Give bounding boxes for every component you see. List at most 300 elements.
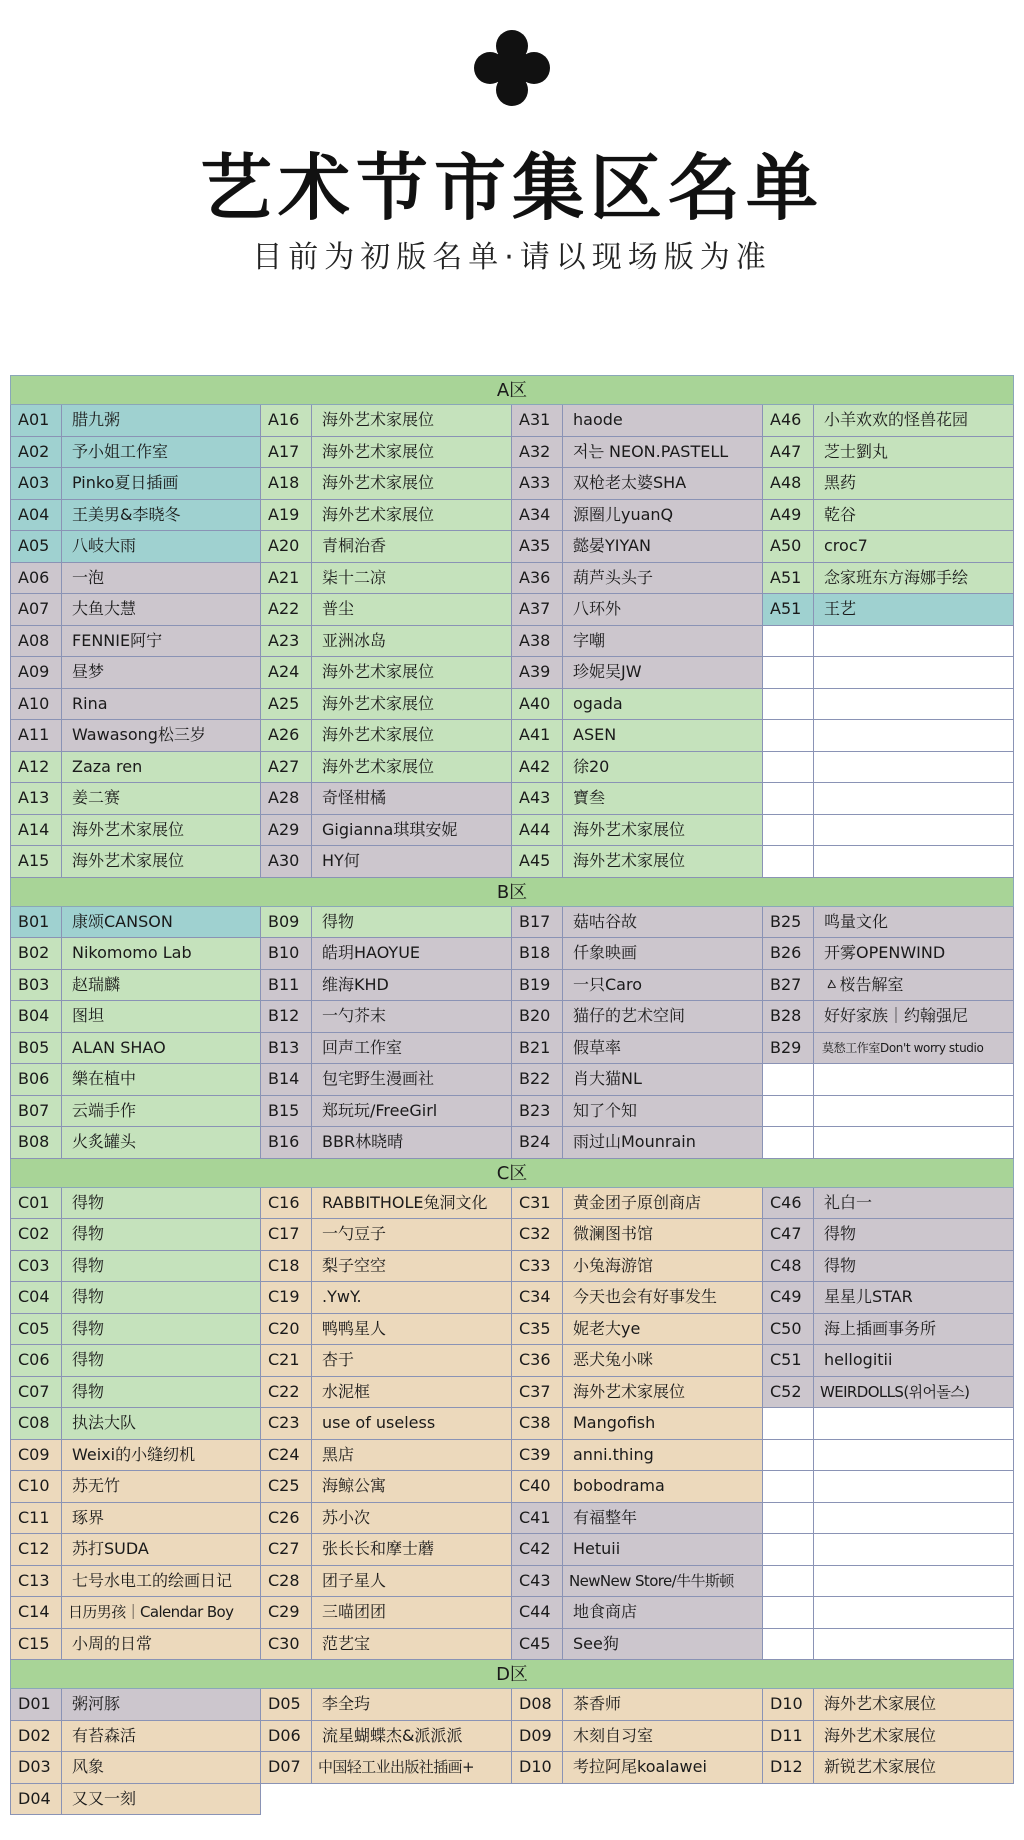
booth-cell bbox=[10, 1721, 261, 1753]
vendor-name: 风象 bbox=[72, 1757, 105, 1776]
booth-cell bbox=[512, 1282, 763, 1314]
booth-code: A34 bbox=[512, 500, 563, 531]
empty-booth-cell bbox=[763, 1503, 1014, 1535]
vendor-name: 海外艺术家展位 bbox=[322, 662, 435, 681]
booth-cell bbox=[512, 1033, 763, 1065]
vendor-name: 黄金团子原创商店 bbox=[573, 1192, 702, 1212]
empty-booth-cell bbox=[763, 626, 1014, 658]
booth-cell bbox=[512, 563, 763, 595]
booth-code: A08 bbox=[11, 626, 62, 657]
vendor-name: 星星儿STAR bbox=[824, 1287, 913, 1306]
booth-cell bbox=[261, 1219, 512, 1251]
booth-code: A20 bbox=[261, 531, 312, 562]
booth-code: C42 bbox=[512, 1534, 563, 1565]
booth-code: D02 bbox=[11, 1721, 62, 1752]
booth-cell bbox=[512, 1689, 763, 1721]
booth-cell bbox=[261, 594, 512, 626]
booth-code: D12 bbox=[763, 1752, 814, 1783]
vendor-name: 一勺芥末 bbox=[322, 1006, 387, 1025]
booth-cell bbox=[261, 405, 512, 437]
booth-code: C35 bbox=[512, 1314, 563, 1345]
vendor-name: 一只Caro bbox=[573, 974, 642, 994]
booth-cell bbox=[512, 531, 763, 563]
booth-code: A31 bbox=[512, 405, 563, 436]
booth-cell bbox=[261, 846, 512, 878]
booth-cell bbox=[261, 531, 512, 563]
vendor-name: 微澜图书馆 bbox=[573, 1224, 654, 1243]
booth-cell bbox=[512, 1629, 763, 1661]
booth-code: C51 bbox=[763, 1345, 814, 1376]
booth-code: C14 bbox=[11, 1597, 62, 1628]
vendor-name: 得物 bbox=[72, 1224, 105, 1243]
booth-code: C30 bbox=[261, 1629, 312, 1660]
vendor-name: 琢界 bbox=[72, 1507, 105, 1527]
booth-code: C09 bbox=[11, 1440, 62, 1471]
vendor-name: anni.thing bbox=[573, 1444, 654, 1464]
vendor-name: 八环外 bbox=[573, 599, 622, 618]
vendor-name bbox=[814, 657, 1013, 688]
booth-cell bbox=[261, 1471, 512, 1503]
booth-code bbox=[763, 1566, 814, 1597]
booth-cell bbox=[512, 689, 763, 721]
empty-booth-cell bbox=[763, 1096, 1014, 1128]
vendor-name: 七号水电工的绘画日记 bbox=[72, 1570, 233, 1590]
booth-code: A28 bbox=[261, 783, 312, 814]
booth-code: C19 bbox=[261, 1282, 312, 1313]
booth-code: B12 bbox=[261, 1001, 312, 1032]
booth-cell bbox=[512, 1471, 763, 1503]
booth-cell bbox=[10, 563, 261, 595]
booth-code: B14 bbox=[261, 1064, 312, 1095]
vendor-name: 乾谷 bbox=[824, 504, 857, 524]
vendor-name: 三喵团团 bbox=[322, 1602, 387, 1621]
vendor-name: 昼梦 bbox=[72, 662, 105, 681]
booth-cell bbox=[763, 1001, 1014, 1033]
vendor-name: 得物 bbox=[824, 1224, 857, 1243]
vendor-name: 予小姐工作室 bbox=[72, 441, 169, 461]
booth-code: C39 bbox=[512, 1440, 563, 1471]
booth-cell bbox=[10, 1345, 261, 1377]
booth-cell bbox=[10, 626, 261, 658]
booth-cell bbox=[261, 1251, 512, 1283]
vendor-name: 黑店 bbox=[322, 1444, 355, 1464]
vendor-name: 包宅野生漫画社 bbox=[322, 1069, 435, 1088]
booth-code: D03 bbox=[11, 1752, 62, 1783]
booth-cell bbox=[10, 1784, 261, 1816]
booth-code: B04 bbox=[11, 1001, 62, 1032]
booth-code: C11 bbox=[11, 1503, 62, 1534]
vendor-name: 海外艺术家展位 bbox=[322, 441, 435, 461]
booth-cell bbox=[261, 1064, 512, 1096]
booth-cell bbox=[10, 657, 261, 689]
booth-code: B28 bbox=[763, 1001, 814, 1032]
vendor-name bbox=[814, 1503, 1013, 1534]
empty-booth-cell bbox=[763, 657, 1014, 689]
booth-cell bbox=[10, 752, 261, 784]
vendor-name: 亚洲冰岛 bbox=[322, 630, 387, 650]
vendor-name bbox=[814, 720, 1013, 751]
booth-cell bbox=[512, 405, 763, 437]
vendor-name: Pinko夏日插画 bbox=[72, 473, 179, 492]
vendor-name: 得物 bbox=[72, 1255, 105, 1275]
zone-header: A区 bbox=[10, 375, 1014, 405]
vendor-name: 海外艺术家展位 bbox=[322, 504, 435, 524]
vendor-name: 礼白一 bbox=[824, 1192, 873, 1212]
vendor-name: 得物 bbox=[72, 1381, 105, 1401]
zone-grid bbox=[10, 1689, 1014, 1815]
booth-code: C20 bbox=[261, 1314, 312, 1345]
booth-cell bbox=[763, 1377, 1014, 1409]
booth-code: A49 bbox=[763, 500, 814, 531]
booth-code: A15 bbox=[11, 846, 62, 877]
vendor-name: 日历男孩｜Calendar Boy bbox=[68, 1603, 234, 1621]
booth-code: A36 bbox=[512, 563, 563, 594]
booth-code: B05 bbox=[11, 1033, 62, 1064]
booth-cell bbox=[261, 563, 512, 595]
vendor-name: 知了个知 bbox=[573, 1100, 638, 1120]
booth-code: B25 bbox=[763, 907, 814, 938]
booth-code: C47 bbox=[763, 1219, 814, 1250]
vendor-name: 赵瑞麟 bbox=[72, 974, 121, 994]
booth-cell bbox=[10, 1503, 261, 1535]
blank-area bbox=[763, 1784, 1014, 1816]
vendor-name: Zaza ren bbox=[72, 756, 143, 776]
booth-code: A51 bbox=[763, 594, 814, 625]
empty-booth-cell bbox=[763, 1064, 1014, 1096]
booth-code: A43 bbox=[512, 783, 563, 814]
vendor-name: ogada bbox=[573, 693, 623, 713]
booth-code bbox=[763, 626, 814, 657]
booth-cell bbox=[512, 594, 763, 626]
booth-code: C36 bbox=[512, 1345, 563, 1376]
booth-cell bbox=[763, 468, 1014, 500]
booth-cell bbox=[512, 907, 763, 939]
booth-cell bbox=[10, 1188, 261, 1220]
vendor-name: 葫芦头头子 bbox=[573, 567, 654, 587]
booth-code: B21 bbox=[512, 1033, 563, 1064]
vendor-name: ㅿ桜告解室 bbox=[824, 974, 904, 994]
booth-cell bbox=[10, 970, 261, 1002]
booth-cell bbox=[763, 1345, 1014, 1377]
booth-code: A30 bbox=[261, 846, 312, 877]
booth-cell bbox=[261, 500, 512, 532]
booth-code: A09 bbox=[11, 657, 62, 688]
booth-code: A13 bbox=[11, 783, 62, 814]
booth-code bbox=[763, 1629, 814, 1660]
booth-code: A50 bbox=[763, 531, 814, 562]
booth-cell bbox=[763, 500, 1014, 532]
booth-cell bbox=[512, 626, 763, 658]
booth-code bbox=[763, 1534, 814, 1565]
vendor-name bbox=[814, 689, 1013, 720]
booth-code: A03 bbox=[11, 468, 62, 499]
booth-cell bbox=[10, 1440, 261, 1472]
booth-cell bbox=[261, 437, 512, 469]
booth-cell bbox=[512, 1001, 763, 1033]
booth-code: B29 bbox=[763, 1033, 814, 1064]
vendor-name: Wawasong松三岁 bbox=[72, 725, 206, 744]
vendor-name: 李全玙 bbox=[322, 1694, 371, 1713]
booth-code: B02 bbox=[11, 938, 62, 969]
booth-cell bbox=[261, 907, 512, 939]
booth-cell bbox=[261, 1188, 512, 1220]
empty-booth-cell bbox=[763, 1471, 1014, 1503]
vendor-name: 火炙罐头 bbox=[72, 1132, 137, 1151]
vendor-name: .YwY. bbox=[322, 1287, 362, 1306]
vendor-name: BBR林晓晴 bbox=[322, 1132, 404, 1151]
zone-grid bbox=[10, 1188, 1014, 1661]
booth-code bbox=[763, 1597, 814, 1628]
booth-cell bbox=[261, 1597, 512, 1629]
vendor-name: 海外艺术家展位 bbox=[322, 410, 435, 429]
booth-cell bbox=[512, 1752, 763, 1784]
vendor-name: RABBITHOLE兔洞文化 bbox=[322, 1192, 488, 1212]
booth-cell bbox=[512, 1597, 763, 1629]
vendor-name: Hetuii bbox=[573, 1539, 621, 1558]
booth-code: C52 bbox=[763, 1377, 814, 1408]
booth-code bbox=[763, 1096, 814, 1127]
booth-cell bbox=[512, 970, 763, 1002]
booth-code: A06 bbox=[11, 563, 62, 594]
booth-code: A47 bbox=[763, 437, 814, 468]
vendor-name bbox=[814, 1127, 1013, 1158]
booth-code: C04 bbox=[11, 1282, 62, 1313]
booth-code: C32 bbox=[512, 1219, 563, 1250]
booth-code: A02 bbox=[11, 437, 62, 468]
empty-booth-cell bbox=[763, 1534, 1014, 1566]
booth-code bbox=[763, 657, 814, 688]
empty-booth-cell bbox=[763, 1127, 1014, 1159]
booth-code: C13 bbox=[11, 1566, 62, 1597]
vendor-name: ALAN SHAO bbox=[72, 1037, 166, 1057]
empty-booth-cell bbox=[763, 783, 1014, 815]
booth-code: A21 bbox=[261, 563, 312, 594]
vendor-name: 流星蝴蝶杰&派派派 bbox=[322, 1725, 463, 1745]
vendor-name: 海外艺术家展位 bbox=[824, 1694, 937, 1713]
empty-booth-cell bbox=[763, 752, 1014, 784]
vendor-name bbox=[814, 815, 1013, 846]
booth-cell bbox=[763, 970, 1014, 1002]
vendor-name: 有苔森活 bbox=[72, 1725, 137, 1745]
booth-code: B08 bbox=[11, 1127, 62, 1158]
booth-code: C16 bbox=[261, 1188, 312, 1219]
booth-cell bbox=[763, 1251, 1014, 1283]
vendor-name: hellogitii bbox=[824, 1350, 893, 1369]
vendor-name: bobodrama bbox=[573, 1476, 665, 1495]
booth-cell bbox=[763, 1752, 1014, 1784]
booth-code: B13 bbox=[261, 1033, 312, 1064]
booth-code: A37 bbox=[512, 594, 563, 625]
vendor-name: haode bbox=[573, 410, 623, 429]
booth-code: C15 bbox=[11, 1629, 62, 1660]
vendor-name: 菇咕谷故 bbox=[573, 911, 638, 931]
vendor-name: 梨子空空 bbox=[322, 1255, 387, 1275]
vendor-name: Rina bbox=[72, 693, 108, 713]
booth-code: B16 bbox=[261, 1127, 312, 1158]
booth-code: C50 bbox=[763, 1314, 814, 1345]
booth-code bbox=[763, 815, 814, 846]
vendor-name: 恶犬兔小咪 bbox=[573, 1350, 654, 1369]
booth-cell bbox=[10, 815, 261, 847]
vendor-name: 团子星人 bbox=[322, 1570, 387, 1590]
vendor-name: 新锐艺术家展位 bbox=[824, 1757, 937, 1776]
vendor-name: 水泥框 bbox=[322, 1381, 371, 1401]
vendor-name bbox=[814, 1566, 1013, 1597]
booth-cell bbox=[261, 657, 512, 689]
booth-code: A44 bbox=[512, 815, 563, 846]
vendor-name: 念家班东方海娜手绘 bbox=[824, 567, 969, 587]
vendor-name: 皓玥HAOYUE bbox=[322, 943, 421, 962]
empty-booth-cell bbox=[763, 689, 1014, 721]
vendor-name: 小周的日常 bbox=[72, 1633, 153, 1653]
booth-cell bbox=[261, 970, 512, 1002]
vendor-name: 海外艺术家展位 bbox=[322, 693, 435, 713]
booth-code: A22 bbox=[261, 594, 312, 625]
booth-code: A16 bbox=[261, 405, 312, 436]
booth-code: D08 bbox=[512, 1689, 563, 1720]
booth-cell bbox=[261, 1282, 512, 1314]
vendor-name bbox=[814, 1064, 1013, 1095]
vendor-name: 腊九粥 bbox=[72, 410, 121, 429]
booth-code: D10 bbox=[763, 1689, 814, 1720]
empty-booth-cell bbox=[763, 1597, 1014, 1629]
booth-cell bbox=[261, 1752, 512, 1784]
booth-cell bbox=[512, 657, 763, 689]
vendor-name: 得物 bbox=[72, 1287, 105, 1306]
booth-code bbox=[763, 752, 814, 783]
booth-cell bbox=[10, 1408, 261, 1440]
booth-cell bbox=[10, 783, 261, 815]
booth-code: C31 bbox=[512, 1188, 563, 1219]
booth-code: C06 bbox=[11, 1345, 62, 1376]
booth-cell bbox=[10, 720, 261, 752]
booth-cell bbox=[261, 1033, 512, 1065]
vendor-name: 仟象映画 bbox=[573, 943, 638, 962]
empty-booth-cell bbox=[763, 1408, 1014, 1440]
booth-code: C46 bbox=[763, 1188, 814, 1219]
vendor-name: 杏于 bbox=[322, 1350, 355, 1369]
booth-code: C12 bbox=[11, 1534, 62, 1565]
vendor-name: 中国轻工业出版社插画+ bbox=[318, 1758, 474, 1776]
vendor-name: 八岐大雨 bbox=[72, 536, 137, 555]
vendor-name: 青桐治香 bbox=[322, 536, 387, 555]
empty-booth-cell bbox=[763, 815, 1014, 847]
booth-code: A11 bbox=[11, 720, 62, 751]
vendor-name: 奇怪柑橘 bbox=[322, 788, 387, 807]
booth-code: D07 bbox=[261, 1752, 312, 1783]
vendor-name: 王美男&李晓冬 bbox=[72, 504, 181, 524]
booth-cell bbox=[10, 405, 261, 437]
vendor-name: 执法大队 bbox=[72, 1413, 137, 1432]
booth-cell bbox=[261, 1314, 512, 1346]
vendor-name bbox=[814, 1440, 1013, 1471]
empty-booth-cell bbox=[763, 720, 1014, 752]
vendor-name: 姜二赛 bbox=[72, 788, 121, 807]
booth-cell bbox=[10, 1629, 261, 1661]
booth-code: B19 bbox=[512, 970, 563, 1001]
booth-cell bbox=[512, 783, 763, 815]
booth-cell bbox=[763, 1033, 1014, 1065]
booth-code: D10 bbox=[512, 1752, 563, 1783]
booth-code: B23 bbox=[512, 1096, 563, 1127]
vendor-name: 回声工作室 bbox=[322, 1037, 403, 1057]
booth-cell bbox=[763, 437, 1014, 469]
vendor-name bbox=[814, 752, 1013, 783]
booth-code: C26 bbox=[261, 1503, 312, 1534]
zone-grid bbox=[10, 907, 1014, 1159]
booth-code: C25 bbox=[261, 1471, 312, 1502]
zone-header: C区 bbox=[10, 1158, 1014, 1188]
booth-cell bbox=[261, 1534, 512, 1566]
booth-code: C43 bbox=[512, 1566, 563, 1597]
booth-code bbox=[763, 1503, 814, 1534]
booth-code: C24 bbox=[261, 1440, 312, 1471]
booth-cell bbox=[10, 531, 261, 563]
booth-cell bbox=[512, 938, 763, 970]
booth-code: A23 bbox=[261, 626, 312, 657]
booth-cell bbox=[261, 1127, 512, 1159]
booth-cell bbox=[261, 752, 512, 784]
booth-cell bbox=[763, 1721, 1014, 1753]
vendor-name bbox=[814, 1471, 1013, 1502]
booth-code: C44 bbox=[512, 1597, 563, 1628]
vendor-name: See狗 bbox=[573, 1633, 619, 1653]
booth-cell bbox=[10, 1282, 261, 1314]
vendor-name: 双枪老太婆SHA bbox=[573, 473, 687, 492]
booth-cell bbox=[763, 1689, 1014, 1721]
booth-cell bbox=[512, 1314, 763, 1346]
booth-cell bbox=[763, 1314, 1014, 1346]
booth-code: C02 bbox=[11, 1219, 62, 1250]
vendor-name: 莫愁工作室Don't worry studio bbox=[822, 1040, 984, 1055]
booth-code: A39 bbox=[512, 657, 563, 688]
booth-code: C45 bbox=[512, 1629, 563, 1660]
booth-code: C08 bbox=[11, 1408, 62, 1439]
booth-code: A07 bbox=[11, 594, 62, 625]
vendor-name: Nikomomo Lab bbox=[72, 943, 192, 962]
booth-cell bbox=[261, 468, 512, 500]
empty-booth-cell bbox=[763, 1440, 1014, 1472]
vendor-name: 维海KHD bbox=[322, 974, 389, 994]
booth-cell bbox=[512, 1188, 763, 1220]
booth-code: C34 bbox=[512, 1282, 563, 1313]
booth-code: B07 bbox=[11, 1096, 62, 1127]
booth-code: C10 bbox=[11, 1471, 62, 1502]
booth-code: A19 bbox=[261, 500, 312, 531]
booth-cell bbox=[261, 626, 512, 658]
vendor-name: 樂在植中 bbox=[72, 1069, 137, 1088]
booth-code: A45 bbox=[512, 846, 563, 877]
booth-cell bbox=[10, 1001, 261, 1033]
booth-code: C18 bbox=[261, 1251, 312, 1282]
booth-cell bbox=[261, 938, 512, 970]
vendor-name: 小羊欢欢的怪兽花园 bbox=[824, 410, 969, 429]
booth-code: A14 bbox=[11, 815, 62, 846]
booth-code bbox=[763, 689, 814, 720]
booth-cell bbox=[10, 846, 261, 878]
booth-cell bbox=[10, 938, 261, 970]
booth-code: B26 bbox=[763, 938, 814, 969]
vendor-name bbox=[814, 1096, 1013, 1127]
booth-code: C03 bbox=[11, 1251, 62, 1282]
vendor-name: 懿晏YIYAN bbox=[573, 536, 651, 555]
booth-cell bbox=[763, 563, 1014, 595]
booth-code bbox=[763, 1440, 814, 1471]
booth-cell bbox=[261, 815, 512, 847]
booth-code: A35 bbox=[512, 531, 563, 562]
booth-code: A46 bbox=[763, 405, 814, 436]
booth-code: C28 bbox=[261, 1566, 312, 1597]
